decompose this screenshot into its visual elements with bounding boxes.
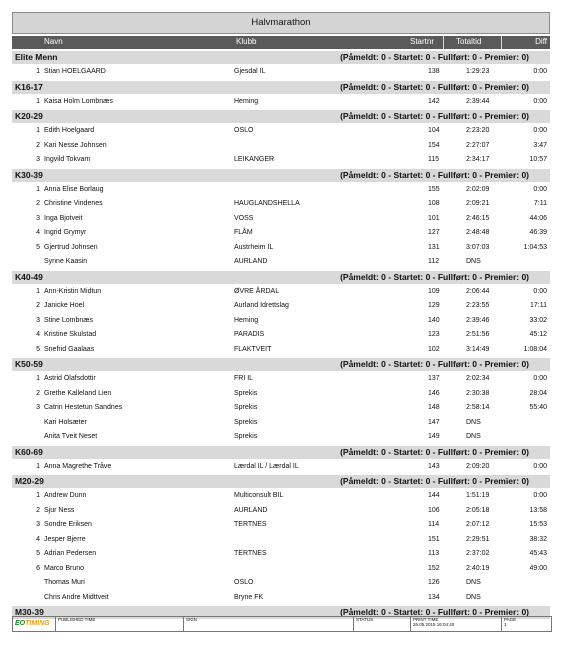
status-label: STATUS [356,617,374,622]
runner-name: Synne Kaasin [44,258,88,265]
print-time-value: 26.05.2015 16:04:40 [413,622,455,627]
time-diff: 28:04 [529,389,547,397]
group-name: K30-39 [15,169,43,180]
time-diff: 17:11 [530,302,547,309]
runner-name: Sjur Ness [44,506,75,514]
time-diff: 1:08:04 [523,345,547,353]
total-time: 2:09:21 [466,200,490,207]
place-number: 2 [36,200,40,207]
start-number: 114 [428,521,440,528]
place-number: 3 [36,316,40,324]
place-number: 5 [36,345,40,353]
place-number: 4 [36,229,40,236]
club-name: OSLO [234,127,254,134]
start-number: 131 [428,243,440,251]
start-number: 106 [428,506,440,514]
runner-name: Stian HOELGAARD [44,68,106,75]
place-number: 1 [36,462,40,470]
total-time: 2:39:44 [466,97,490,105]
result-row [12,64,550,79]
club-name: Gjesdal IL [234,68,266,75]
place-number: 5 [36,243,40,251]
group-name: K60-69 [15,446,43,457]
total-time: 2:05:18 [466,506,490,514]
start-number: 123 [428,331,440,338]
group-stats: (Påmeldt: 0 - Startet: 0 - Fullført: 0 - Premier: 0) [340,359,529,369]
runner-name: Chris Andre Midttveit [44,593,109,601]
club-name: Bryne FK [234,593,264,601]
total-time: 2:46:15 [466,214,490,222]
time-diff: 10:57 [529,156,547,163]
start-number: 149 [428,433,440,440]
group-name: K40-49 [15,271,43,282]
runner-name: Anna Elise Borlaug [44,185,104,193]
published-time-label: PUBLISHED TIME [58,617,96,622]
group-header [12,81,550,94]
runner-name: Janicke Hoel [44,302,85,309]
time-diff: 0:00 [533,127,547,134]
time-diff: 0:00 [533,375,547,382]
group-stats: (Påmeldt: 0 - Startet: 0 - Fullført: 0 - Premier: 0) [340,476,529,486]
result-row [12,240,550,255]
group-name: K50-59 [15,359,43,369]
time-diff: 44:06 [529,214,547,222]
total-time: DNS [466,418,481,426]
start-number: 147 [428,418,440,426]
place-number: 1 [36,185,40,193]
result-row [12,517,550,532]
start-number: 144 [428,492,440,499]
results-page [12,12,550,619]
start-number: 112 [428,258,440,265]
col-diff: Diff [535,37,547,46]
result-row [12,546,550,561]
time-diff: 55:40 [529,404,547,411]
place-number: 2 [36,389,40,397]
start-number: 127 [428,229,440,236]
start-number: 146 [428,389,440,397]
club-name: HAUGLANDSHELLA [234,200,300,207]
time-diff: 45:12 [529,331,547,338]
group-header [12,51,550,64]
page-number: 1 [504,622,507,627]
result-row [12,590,550,605]
club-name: PARADIS [234,331,265,338]
start-number: 134 [428,593,440,601]
time-diff: 13:58 [529,506,547,514]
result-row [12,284,550,299]
runner-name: Adrian Pedersen [44,550,97,557]
place-number: 1 [36,287,40,295]
total-time: 2:40:19 [466,564,490,572]
group-name: K16-17 [15,81,43,92]
time-diff: 0:00 [533,68,547,75]
runner-name: Andrew Dunn [44,492,87,499]
start-number: 142 [428,97,440,105]
group-header [12,475,550,488]
time-diff: 0:00 [533,97,547,105]
total-time: DNS [466,593,481,601]
result-row [12,123,550,138]
total-time: 2:02:09 [466,185,490,193]
total-time: DNS [466,433,481,440]
print-time-cell [410,617,501,631]
result-row [12,327,550,342]
result-row [12,386,550,401]
place-number: 1 [36,492,40,499]
page-cell [501,617,549,631]
results-list [12,51,550,619]
total-time: 3:14:49 [466,345,490,353]
result-row [12,561,550,576]
result-row [12,488,550,503]
total-time: 2:07:12 [466,521,490,528]
total-time: 3:07:03 [466,243,490,251]
runner-name: Jesper Bjerre [44,535,86,543]
start-number: 152 [428,564,440,572]
start-number: 104 [428,127,440,134]
club-name: FLÅM [234,229,253,236]
place-number: 3 [36,521,40,528]
group-stats: (Påmeldt: 0 - Startet: 0 - Fullført: 0 - Premier: 0) [340,81,529,92]
place-number: 3 [36,404,40,411]
group-name: K20-29 [15,111,43,121]
time-diff: 33:02 [529,316,547,324]
result-row [12,182,550,197]
sign-label: SIGN [186,617,198,622]
start-number: 140 [428,316,440,324]
total-time: 2:58:14 [466,404,490,411]
total-time: 2:27:07 [466,141,490,149]
club-name: TERTNES [234,521,267,528]
group-header [12,358,550,371]
start-number: 143 [428,462,440,470]
start-number: 148 [428,404,440,411]
group-stats: (Påmeldt: 0 - Startet: 0 - Fullført: 0 - Premier: 0) [340,446,529,457]
total-time: 2:48:48 [466,229,490,236]
runner-name: Astrid Olafsdottir [44,375,96,382]
sign-cell [183,617,351,631]
runner-name: Grethe Kalleland Lien [44,389,112,397]
club-name: AURLAND [234,258,268,265]
place-number: 4 [36,535,40,543]
club-name: AURLAND [234,506,268,514]
runner-name: Stine Lombnæs [44,316,94,324]
runner-name: Kari Holsæter [44,418,87,426]
total-time: 2:51:56 [466,331,490,338]
total-time: 2:29:51 [466,535,490,543]
result-row [12,400,550,415]
group-stats: (Påmeldt: 0 - Startet: 0 - Fullført: 0 - Premier: 0) [340,607,529,617]
start-number: 102 [428,345,440,353]
runner-name: Ann-Kristin Midtun [44,287,102,295]
runner-name: Kristine Skulstad [44,331,97,338]
club-name: Aurland Idrettslag [234,302,289,309]
time-diff: 7:11 [533,200,547,207]
result-row [12,342,550,357]
runner-name: Thomas Muri [44,579,85,586]
result-row [12,459,550,474]
place-number: 4 [36,331,40,338]
club-name: ØVRE ÅRDAL [234,287,280,295]
place-number: 1 [36,68,40,75]
club-name: FRI IL [234,375,254,382]
time-diff: 0:00 [533,287,547,295]
page-title: Halvmarathon [12,12,550,34]
time-diff: 0:00 [533,462,547,470]
start-number: 115 [428,156,440,163]
result-row [12,371,550,386]
start-number: 138 [428,68,440,75]
club-name: Sprekis [234,404,258,411]
runner-name: Marco Bruno [44,564,85,572]
runner-name: Inga Bjotveit [44,214,83,222]
result-row [12,532,550,547]
time-diff: 49:00 [529,564,547,572]
runner-name: Ingrid Grymyr [44,229,87,236]
total-time: 2:39:46 [466,316,490,324]
club-name: Sprekis [234,389,258,397]
total-time: 2:23:20 [466,127,490,134]
place-number: 2 [36,141,40,149]
column-divider [443,36,444,49]
place-number: 3 [36,156,40,163]
result-row [12,138,550,153]
group-stats: (Påmeldt: 0 - Startet: 0 - Fullført: 0 - Premier: 0) [340,169,529,180]
total-time: 2:30:38 [466,389,490,397]
group-header [12,169,550,182]
result-row [12,211,550,226]
time-diff: 38:32 [529,535,547,543]
runner-name: Gjertrud Johnsen [44,243,98,251]
start-number: 137 [428,375,440,382]
column-divider [501,36,502,49]
column-header [12,36,550,49]
page-label: PAGE [504,617,517,622]
club-name: Austrheim IL [234,243,274,251]
start-number: 155 [428,185,440,193]
runner-name: Anita Tveit Neset [44,433,98,440]
group-stats: (Påmeldt: 0 - Startet: 0 - Fullført: 0 - Premier: 0) [340,111,529,121]
club-name: Heming [234,97,259,105]
runner-name: Kari Nesse Johnsen [44,141,107,149]
runner-name: Anna Magrethe Tråve [44,462,112,470]
col-klubb: Klubb [236,37,257,46]
time-diff: 1:04:53 [523,243,547,251]
result-row [12,313,550,328]
start-number: 101 [428,214,440,222]
group-header [12,110,550,123]
time-diff: 46:39 [529,229,547,236]
club-name: Sprekis [234,418,258,426]
group-stats: (Påmeldt: 0 - Startet: 0 - Fullført: 0 - Premier: 0) [340,52,529,62]
club-name: Lærdal IL / Lærdal IL [234,462,299,470]
total-time: DNS [466,258,481,265]
club-name: Sprekis [234,433,258,440]
total-time: 2:37:02 [466,550,490,557]
place-number: 2 [36,506,40,514]
result-row [12,503,550,518]
eotiming-logo: EOTIMING [15,620,50,627]
place-number: 1 [36,97,40,105]
result-row [12,196,550,211]
time-diff: 45:43 [529,550,547,557]
time-diff: 15:53 [529,521,547,528]
runner-name: Edith Hoelgaard [44,127,95,134]
time-diff: 0:00 [533,185,547,193]
time-diff: 0:00 [533,492,547,499]
runner-name: Christine Vindenes [44,200,103,207]
start-number: 154 [428,141,440,149]
place-number: 6 [36,564,40,572]
group-header [12,446,550,459]
start-number: 109 [428,287,440,295]
group-header [12,271,550,284]
club-name: FLAKTVEIT [234,345,272,353]
total-time: 2:09:20 [466,462,490,470]
group-stats: (Påmeldt: 0 - Startet: 0 - Fullført: 0 - Premier: 0) [340,271,529,282]
result-row [12,225,550,240]
result-row [12,94,550,109]
club-name: OSLO [234,579,254,586]
total-time: 1:51:19 [466,492,490,499]
start-number: 129 [428,302,440,309]
result-row [12,298,550,313]
club-name: VOSS [234,214,254,222]
published-time-cell [55,617,183,631]
runner-name: Snefrid Gaalaas [44,345,95,353]
status-cell [353,617,411,631]
col-navn: Navn [44,37,63,46]
group-name: M20-29 [15,476,44,486]
total-time: DNS [466,579,481,586]
total-time: 2:02:34 [466,375,490,382]
result-row [12,152,550,167]
total-time: 2:06:44 [466,287,490,295]
total-time: 2:23:55 [466,302,490,309]
group-name: Elite Menn [15,52,58,62]
runner-name: Ingvild Tokvam [44,156,91,163]
print-time-label: PRINT TIME [413,617,439,622]
footer-bar [12,616,552,632]
runner-name: Kaisa Holm Lombnæs [44,97,113,105]
result-row [12,254,550,269]
runner-name: Catrin Hestetun Sandnes [44,404,123,411]
club-name: TERTNES [234,550,267,557]
time-diff: 3:47 [533,141,547,149]
club-name: LEIKANGER [234,156,275,163]
col-startnr: Startnr [410,37,435,46]
place-number: 1 [36,375,40,382]
result-row [12,575,550,590]
start-number: 151 [428,535,440,543]
col-totaltid: Totaltid [456,37,482,46]
group-name: M30-39 [15,607,44,617]
runner-name: Sondre Eriksen [44,521,92,528]
total-time: 2:34:17 [466,156,490,163]
start-number: 108 [428,200,440,207]
result-row [12,415,550,430]
place-number: 2 [36,302,40,309]
club-name: Heming [234,316,259,324]
total-time: 1:29:23 [466,68,490,75]
result-row [12,429,550,444]
place-number: 5 [36,550,40,557]
place-number: 3 [36,214,40,222]
start-number: 113 [428,550,440,557]
club-name: Multiconsult BIL [234,492,284,499]
place-number: 1 [36,127,40,134]
start-number: 126 [428,579,440,586]
